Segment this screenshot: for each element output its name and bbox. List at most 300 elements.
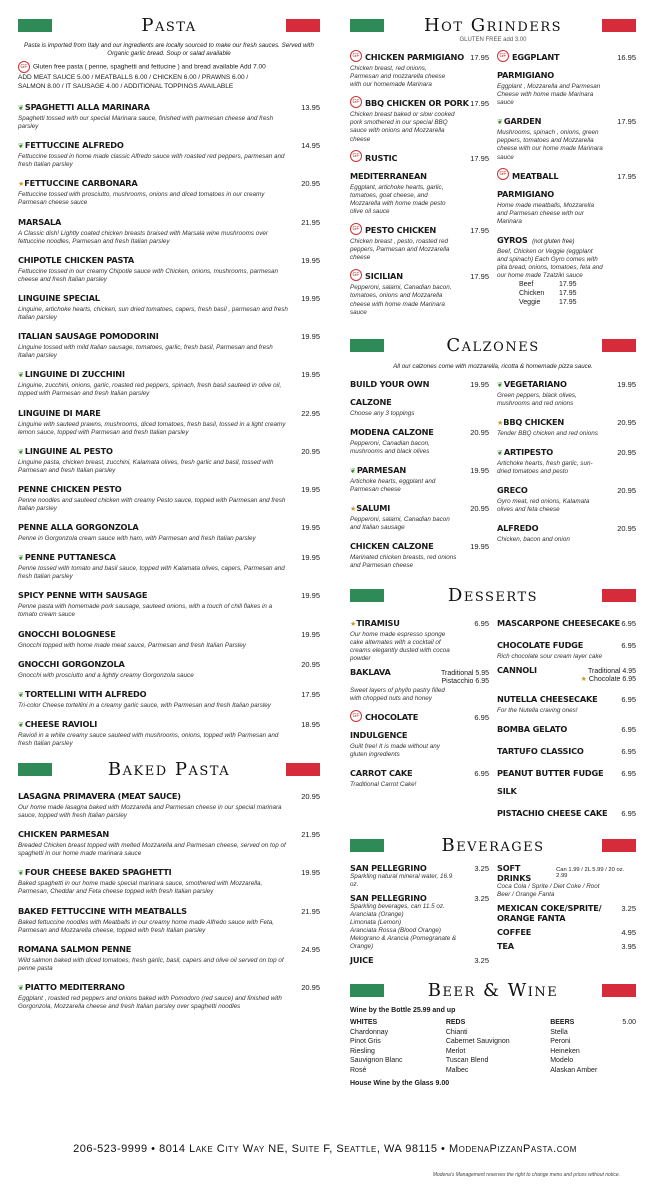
pellegrino-can-price: 3.25: [474, 893, 489, 903]
reds-header: REDS: [445, 1019, 466, 1027]
item-price: 20.95: [470, 427, 489, 437]
list-entry: Limonata (Lemon): [350, 919, 402, 927]
menu-item: [18, 714, 320, 748]
calzones-header: [350, 335, 636, 357]
item-name: GRECO: [497, 485, 528, 496]
item-price: 6.95: [474, 618, 489, 628]
cannoli-opt2-text: Chocolate 6.95: [588, 676, 636, 684]
list-entry: Modelo: [550, 1057, 574, 1065]
pellegrino-cans: [350, 893, 489, 952]
item-description: Chicken breast , pesto, roasted red peppers, Parmesan and Mozzarella cheese: [350, 238, 450, 262]
item-name: PARMESAN: [356, 464, 406, 475]
mexican-coke-price: 3.25: [621, 903, 636, 913]
menu-item: [497, 111, 636, 161]
beverages-header: [350, 835, 636, 857]
item-name: MASCARPONE CHEESECAKE: [497, 617, 620, 628]
calzones-right-list: [497, 374, 636, 575]
wine-bottle-line: Wine by the Bottle 25.99 and up: [350, 1007, 456, 1015]
item-name: PEANUT BUTTER FUDGE SILK: [497, 767, 604, 796]
item-name: CHIPOTLE CHICKEN PASTA: [18, 254, 135, 265]
green-flag-block: [18, 763, 52, 776]
mexican-coke-name: MEXICAN COKE/SPRITE/ ORANGE FANTA: [497, 902, 602, 923]
item-name: FETTUCCINE CARBONARA: [24, 178, 138, 189]
cannoli-opt1: Traditional 4.95: [588, 667, 636, 675]
pasta-item-list: [18, 97, 320, 748]
leaf-icon: ❦: [350, 467, 356, 475]
item-name: EGGPLANT PARMIGIANO: [497, 52, 560, 80]
item-description: Rich chocolate sour cream layer cake: [497, 652, 602, 660]
item-name: BOMBA GELATO: [497, 723, 568, 734]
red-flag-block: [286, 19, 320, 32]
gyros-option: [497, 298, 636, 307]
right-column: [350, 14, 636, 1097]
item-name: GARDEN: [503, 116, 542, 127]
item-price: 6.95: [621, 640, 636, 650]
menu-item: [497, 613, 636, 631]
item-name: CHEESE RAVIOLI: [24, 718, 98, 729]
menu-item: [497, 741, 636, 759]
grinders-section: [350, 14, 636, 321]
item-price: 17.95: [617, 117, 636, 127]
baked-pasta-header: [18, 758, 320, 780]
green-flag-block: [350, 984, 384, 997]
pasta-section: [18, 14, 320, 748]
grinders-grid: [350, 47, 636, 321]
item-name: PIATTO MEDITERRANO: [24, 981, 125, 992]
item-price: 20.95: [617, 447, 636, 457]
menu-item: [350, 93, 489, 143]
menu-item: [350, 422, 489, 456]
desserts-header: [350, 585, 636, 607]
list-entry: Chardonnay: [350, 1028, 389, 1036]
item-price: 19.95: [470, 542, 489, 552]
star-icon: ★: [580, 676, 587, 684]
menu-item: [18, 585, 320, 619]
pasta-notes: [18, 61, 320, 91]
list-entry: Malbec: [445, 1066, 469, 1074]
item-name: PISTACHIO CHEESE CAKE: [497, 807, 608, 818]
baked-pasta-section: [18, 758, 320, 1011]
baklava-name: BAKLAVA: [350, 666, 391, 677]
item-name: SALUMI: [356, 503, 391, 514]
item-description: Our home made espresso sponge cake alternates with a cocktail of creams elegantly dusted with cocoa powder: [350, 630, 450, 662]
item-name: ALFREDO: [497, 523, 539, 534]
management-disclaimer: Modena's Management reserves the right to change menu and prices without notice.: [432, 1172, 620, 1178]
list-entry: Heineken: [550, 1047, 580, 1055]
item-name: CHICKEN PARMIGIANO: [365, 52, 464, 62]
item-name: GNOCCHI BOLOGNESE: [18, 628, 116, 639]
item-price: 19.95: [470, 465, 489, 475]
gluten-free-icon: GF: [497, 168, 509, 180]
leaf-icon: ❦: [18, 984, 24, 992]
item-price: 14.95: [301, 141, 320, 151]
item-name: CHICKEN CALZONE: [350, 541, 434, 552]
item-name: SPAGHETTI ALLA MARINARA: [24, 102, 150, 112]
item-price: 6.95: [621, 808, 636, 818]
list-entry: Chianti: [445, 1028, 468, 1036]
menu-item: [18, 654, 320, 680]
cannoli-prices: [581, 668, 636, 685]
item-description: A Classic dish! Lightly coated chicken breasts braised with Marsala wine mushrooms over fettuccine noodles, Parmesan and fresh Italian parsley: [18, 229, 268, 245]
menu-item: [497, 442, 636, 476]
item-description: Ravioli in a white creamy sauce sauteed with mushrooms, onions, topped with Parmesan and fresh Italian parsley: [18, 731, 279, 747]
item-description: Linguine pasta, chicken breast, zucchini, Kalamata olives, fresh garlic and basil, tossed with Parmesan and fresh Italian parsley: [18, 458, 274, 474]
item-price: 19.95: [301, 293, 320, 303]
gluten-free-icon: GF: [350, 50, 362, 62]
item-name: BAKED FETTUCCINE WITH MEATBALLS: [18, 905, 187, 916]
menu-item: [497, 635, 636, 661]
star-icon: ★: [350, 620, 357, 628]
item-price: 6.95: [621, 618, 636, 628]
item-description: Linguine, zucchini, onions, garlic, roasted red peppers, spinach, fresh basil sauteed in olive oil, topped with Parmesan and fresh Italian parsley: [18, 382, 282, 398]
grinders-header: [350, 14, 636, 36]
item-price: 19.95: [301, 868, 320, 878]
item-description: Pepperoni, salami, Canadian bacon, tomatoes, onions and Mozzarella cheese with home made Marinara sauce: [350, 284, 452, 316]
beverages-right-col: [497, 863, 636, 970]
menu-item: [350, 536, 489, 570]
item-description: Penne in Gorgonzola cream sauce with ham, with Parmesan and fresh Italian parsley: [18, 535, 256, 543]
baked-item-list: [18, 786, 320, 1011]
item-name: MEATBALL PARMIGIANO: [497, 170, 559, 199]
item-price: 19.95: [301, 523, 320, 533]
wine-columns: [350, 1018, 636, 1075]
item-name: PENNE CHICKEN PESTO: [18, 483, 122, 494]
item-description: Green peppers, black olives, mushrooms and red onions: [497, 391, 577, 407]
menu-item: [18, 173, 320, 207]
menu-item: [18, 326, 320, 360]
gluten-free-icon: GF: [350, 269, 362, 281]
item-description: Our home made lasagna baked with Mozzarella and Parmesan cheese in our special marinara sauce, topped with fresh Italian parsley: [18, 804, 282, 820]
item-description: Eggplant , roasted red peppers and onions baked with Pomodoro (red sauce) and finished with Gorgonzola, Mozzarella cheese and fresh Italian parsley over spaghetti noodles: [18, 994, 282, 1011]
item-name: MODENA CALZONE: [350, 426, 434, 437]
leaf-icon: ❦: [18, 870, 24, 878]
menu-item: [350, 220, 489, 262]
gluten-free-icon: GF: [350, 223, 362, 235]
item-price: 21.95: [301, 906, 320, 916]
item-description: Breaded Chicken breast topped with melted Mozzarella and Parmesan cheese, served on top of spaghetti in our home made marinara sauce: [18, 842, 286, 858]
item-price: 20.95: [301, 982, 320, 992]
item-description: Tri-color Cheese tortellini in a creamy garlic sauce, with Parmesan and fresh Italian parsley: [18, 701, 271, 709]
item-price: 20.95: [301, 792, 320, 801]
menu-item: [18, 479, 320, 513]
item-description: Pepperoni, salami, Canadian bacon and Italian sausage: [350, 516, 450, 532]
menu-item: [18, 624, 320, 650]
tea-name: TEA: [497, 940, 514, 951]
menu-item: [18, 250, 320, 284]
item-name: CARROT CAKE: [350, 768, 413, 779]
item-description: Gnocchi topped with home made meat sauce, Parmesan and fresh Italian Parsley: [18, 641, 246, 649]
menu-item: [497, 719, 636, 737]
item-price: 17.95: [470, 53, 489, 62]
item-name: BBQ CHICKEN OR PORK: [365, 98, 469, 109]
menu-item: [18, 97, 320, 131]
menu-item: [350, 460, 489, 494]
soft-drinks-price: Can 1.99 / 2L 5.99 / 20 oz. 2.99: [556, 866, 625, 879]
calzones-intro: All our calzones come with mozzarella, ricotta & homemade pizza sauce.: [393, 362, 593, 370]
leaf-icon: ❦: [497, 449, 503, 457]
item-price: 17.95: [470, 226, 489, 236]
list-entry: Stella: [550, 1028, 568, 1036]
item-name: ITALIAN SAUSAGE POMODORINI: [18, 331, 159, 342]
desserts-title: Desserts: [447, 585, 539, 607]
pellegrino-flavor-list: [350, 911, 489, 951]
gyros-option-price: 17.95: [559, 290, 577, 298]
list-entry: Aranciata Rossa (Blood Orange): [350, 927, 442, 935]
item-price: 6.95: [474, 769, 489, 779]
menu-item: [18, 786, 320, 820]
baklava-item: [350, 667, 489, 703]
item-name: LINGUINE AL PESTO: [24, 445, 113, 456]
footer-contact: 206-523-9999 • 8014 Lake City Way NE, Suite F, Seattle, WA 98115 • ModenaPizzanPasta.com: [73, 1143, 577, 1155]
add-line-1: ADD MEAT SAUCE 5.00 / MEATBALLS 6.00 / CHICKEN 6.00 / PRAWNS 6.00 /: [18, 74, 249, 81]
wine-glass-line: House Wine by the Glass 9.00: [350, 1080, 450, 1088]
pellegrino-can-desc: Sparkling beverages, can 11.5 oz.: [350, 902, 445, 910]
item-name: RUSTIC MEDITERRANEAN: [350, 152, 427, 181]
coffee-price: 4.95: [621, 927, 636, 937]
leaf-icon: ❦: [18, 721, 24, 729]
leaf-icon: ❦: [18, 372, 24, 380]
whites-col: [350, 1018, 436, 1075]
item-name: CHICKEN PARMESAN: [18, 829, 110, 840]
item-price: 17.95: [301, 689, 320, 699]
pasta-intro: Pasta is imported from Italy and our ingredients are locally sourced to make our fresh sauces. Served with Organic garlic bread. Soup or salad available: [24, 42, 314, 57]
item-description: Fettuccine tossed with prosciutto, mushrooms, onions and diced tomatoes in our creamy Parmesan cheese sauce: [18, 191, 265, 207]
list-entry: Peroni: [550, 1038, 571, 1046]
item-description: Gnocchi with prosciutto and a lightly creamy Gorgonzola sauce: [18, 671, 194, 679]
item-price: 20.95: [617, 417, 636, 427]
item-price: 6.95: [621, 746, 636, 756]
baked-pasta-title: Baked Pasta: [107, 758, 231, 780]
item-price: 6.95: [621, 724, 636, 734]
item-description: Eggplant , Mozzarella and Parmesan Cheese with home made Marinara sauce: [497, 83, 601, 107]
pasta-title: Pasta: [141, 14, 197, 36]
menu-item: [497, 518, 636, 544]
coffee-item: [497, 927, 636, 937]
grinders-right-col: [497, 47, 636, 321]
menu-item: [350, 613, 489, 663]
item-price: 20.95: [301, 179, 320, 189]
item-description: Pepperoni, Canadian bacon, mushrooms and black olives: [350, 439, 430, 455]
menu-item: [18, 364, 320, 398]
tea-price: 3.95: [621, 941, 636, 951]
menu-item: [497, 374, 636, 408]
gyros-name: GYROS: [497, 234, 528, 245]
gyros-option-name: Chicken: [519, 290, 545, 298]
baklava-opt2: Pistacchio 6.95: [441, 678, 489, 686]
leaf-icon: ❦: [497, 381, 503, 389]
item-name: FOUR CHEESE BAKED SPAGHETTI: [24, 867, 172, 878]
item-description: Linguine tossed with mild Italian sausage, tomatoes, garlic, fresh basil, Parmesan and fresh Italian parsley: [18, 344, 273, 360]
calzones-grid: [350, 374, 636, 575]
calzones-left-list: [350, 374, 489, 575]
coffee-name: COFFEE: [497, 926, 532, 937]
green-flag-block: [350, 339, 384, 352]
item-price: 18.95: [301, 719, 320, 729]
item-name: SICILIAN: [365, 271, 403, 282]
item-price: 6.95: [621, 768, 636, 778]
pellegrino-name: SAN PELLEGRINO: [350, 862, 427, 873]
cannoli-item: [497, 665, 636, 685]
desserts-section: [350, 585, 636, 825]
grinders-gf-add: GLUTEN FREE add 3.00: [459, 37, 527, 43]
calzones-section: [350, 335, 636, 575]
menu-item: [350, 763, 489, 789]
item-price: 20.95: [617, 486, 636, 496]
desserts-right-top-list: [497, 613, 636, 661]
item-name: TORTELLINI WITH ALFREDO: [24, 688, 147, 699]
list-entry: Rosé: [350, 1066, 367, 1074]
item-description: Spaghetti tossed with our special Marinara sauce, finished with parmesan cheese and fresh parsley: [18, 115, 274, 131]
menu-item: [18, 547, 320, 581]
gyros-desc: Beef, Chicken or Veggie (eggplant and spinach) Each Gyro comes with pita bread, onions, tomatoes, feta and our home made Tzatziki sauce: [497, 247, 603, 280]
green-flag-block: [350, 839, 384, 852]
list-entry: Pinot Gris: [350, 1038, 381, 1046]
item-name: SPICY PENNE WITH SAUSAGE: [18, 590, 148, 601]
item-description: Wild salmon baked with diced tomatoes, fresh garlic, basil, capers and olive oil served on top of penne pasta: [18, 956, 284, 972]
baklava-desc: Sweet layers of phyllo pastry filled with chopped nuts and honey: [350, 686, 445, 702]
menu-item: [18, 901, 320, 935]
desserts-left-list: [350, 613, 489, 663]
gluten-free-icon: GF: [18, 61, 30, 73]
desserts-right-bottom-list: [497, 689, 636, 821]
item-price: 20.95: [301, 659, 320, 669]
item-price: 21.95: [301, 217, 320, 227]
green-flag-block: [350, 19, 384, 32]
item-description: Baked fettuccine noodles with Meatballs in our creamy home made Alfredo sauce with Feta, Parmesan and Mozzarella cheese, topped with fresh Italian parsley: [18, 918, 274, 934]
pellegrino-can-name: SAN PELLEGRINO: [350, 892, 427, 903]
item-description: Artichoke hearts, eggplant and Parmesan cheese: [350, 477, 436, 494]
item-price: 19.95: [301, 629, 320, 639]
beverages-title: Beverages: [441, 835, 545, 857]
menu-item: [497, 763, 636, 799]
item-price: 6.95: [621, 694, 636, 704]
leaf-icon: ❦: [18, 691, 24, 699]
menu-item: [350, 47, 489, 89]
item-description: Fettuccine tossed in our creamy Chipotle sauce with Chicken, onions, mushrooms, parmesan cheese and fresh Italian parsley: [18, 267, 279, 283]
item-name: CHOCOLATE INDULGENCE: [350, 712, 419, 741]
item-name: GNOCCHI GORGONZOLA: [18, 658, 125, 669]
beers-header-label: BEERS: [550, 1019, 575, 1027]
menu-item: [18, 862, 320, 896]
gf-note: Gluten free pasta ( penne, spaghetti and fettucine ) and bread available Add 7.00: [33, 63, 266, 71]
item-price: 19.95: [301, 332, 320, 342]
menu-item: [18, 212, 320, 246]
menu-item: [18, 135, 320, 169]
red-flag-block: [602, 339, 636, 352]
gyros-options: [497, 280, 636, 307]
menu-item: [18, 824, 320, 858]
list-entry: Tuscan Blend: [445, 1057, 489, 1065]
gluten-free-icon: GF: [497, 50, 509, 62]
item-price: 20.95: [617, 524, 636, 534]
beverages-left-col: [350, 863, 489, 970]
item-name: LINGUINE DI MARE: [18, 407, 101, 418]
item-price: 20.95: [301, 446, 320, 456]
star-icon: ★: [18, 181, 25, 189]
beers-price: 5.00: [622, 1019, 637, 1027]
item-description: Gyro meat, red onions, Kalamata olives and feta cheese: [497, 498, 590, 514]
beverages-section: [350, 835, 636, 970]
red-flag-block: [602, 839, 636, 852]
soft-drinks-item: [497, 863, 636, 899]
red-flag-block: [602, 589, 636, 602]
reds-col: [446, 1018, 540, 1075]
item-price: 19.95: [301, 255, 320, 265]
star-icon: ★: [350, 506, 357, 514]
leaf-icon: ❦: [18, 143, 24, 151]
menu-item: [18, 939, 320, 973]
item-name: MARSALA: [18, 216, 62, 227]
menu-item: [18, 977, 320, 1011]
list-entry: Alaskan Amber: [550, 1066, 598, 1074]
left-column: [18, 14, 320, 1021]
baklava-prices: [441, 670, 489, 687]
item-name: TIRAMISU: [356, 617, 400, 628]
list-entry: Merlot: [445, 1047, 466, 1055]
item-description: Fettuccine tossed in home made classic Alfredo sauce with roasted red peppers, parmesan and fresh Italian parsley: [18, 153, 285, 169]
item-name: LASAGNA PRIMAVERA (MEAT SAUCE): [18, 791, 181, 801]
menu-item: [350, 374, 489, 418]
item-name: VEGETARIANO: [503, 378, 567, 389]
leaf-icon: ❦: [18, 105, 24, 112]
item-price: 6.95: [474, 713, 489, 723]
item-description: For the Nutella craving ones!: [497, 706, 578, 714]
beer-wine-header: [350, 979, 636, 1001]
beers-list: [550, 1028, 636, 1076]
list-entry: Riesling: [350, 1047, 375, 1055]
menu-item: [350, 148, 489, 216]
gyros-option: [497, 280, 636, 289]
menu-item: [497, 803, 636, 821]
item-description: Linguine, artichoke hearts, chicken, sun dried tomatoes, capers, fresh basil , parmesan and fresh Italian parsley: [18, 305, 288, 322]
item-price: 17.95: [470, 153, 489, 163]
item-name: PESTO CHICKEN: [365, 225, 436, 236]
menu-item: [497, 47, 636, 107]
menu-item: [350, 498, 489, 532]
item-name: PENNE ALLA GORGONZOLA: [18, 522, 139, 533]
item-name: LINGUINE DI ZUCCHINI: [24, 369, 125, 380]
item-description: Chicken breast, red onions, Parmesan and mozzarella cheese with our homemade Marinara: [350, 65, 446, 89]
beer-wine-section: [350, 979, 636, 1087]
calzones-title: Calzones: [446, 335, 540, 357]
item-description: Home made meatballs, Mozzarella and Parmesan cheese with our Marinara: [497, 201, 594, 225]
item-name: TARTUFO CLASSICO: [497, 745, 584, 756]
grinders-title: Hot Grinders: [423, 14, 563, 36]
item-price: 19.95: [617, 379, 636, 389]
item-description: Eggplant, artichoke hearts, garlic, tomatoes, goat cheese, and Mozzarella with home made pesto olive oil sauce: [350, 183, 446, 215]
item-description: Mushrooms, spinach , onions, green peppers, tomatoes and Mozzarella cheese with our home made Marinara sauce: [497, 129, 603, 161]
desserts-grid: [350, 613, 636, 825]
menu-item: [350, 707, 489, 759]
gluten-free-icon: GF: [350, 710, 362, 722]
baklava-opt1: Traditional 5.95: [441, 669, 489, 677]
reds-list: [446, 1028, 540, 1076]
desserts-left-col: [350, 613, 489, 825]
list-entry: Cabernet Sauvignon: [445, 1038, 510, 1046]
item-name: ARTIPESTO: [503, 446, 554, 457]
menu-item: [497, 689, 636, 715]
item-name: ROMANA SALMON PENNE: [18, 943, 132, 954]
whites-header: WHITES: [350, 1019, 378, 1027]
menu-item: [18, 403, 320, 437]
juice-item: [350, 955, 489, 965]
juice-name: JUICE: [350, 955, 374, 966]
item-price: 20.95: [470, 504, 489, 514]
menu-item: [18, 441, 320, 475]
juice-price: 3.25: [474, 956, 489, 966]
beer-wine-title: Beer & Wine: [427, 979, 559, 1001]
item-name: LINGUINE SPECIAL: [18, 292, 100, 303]
